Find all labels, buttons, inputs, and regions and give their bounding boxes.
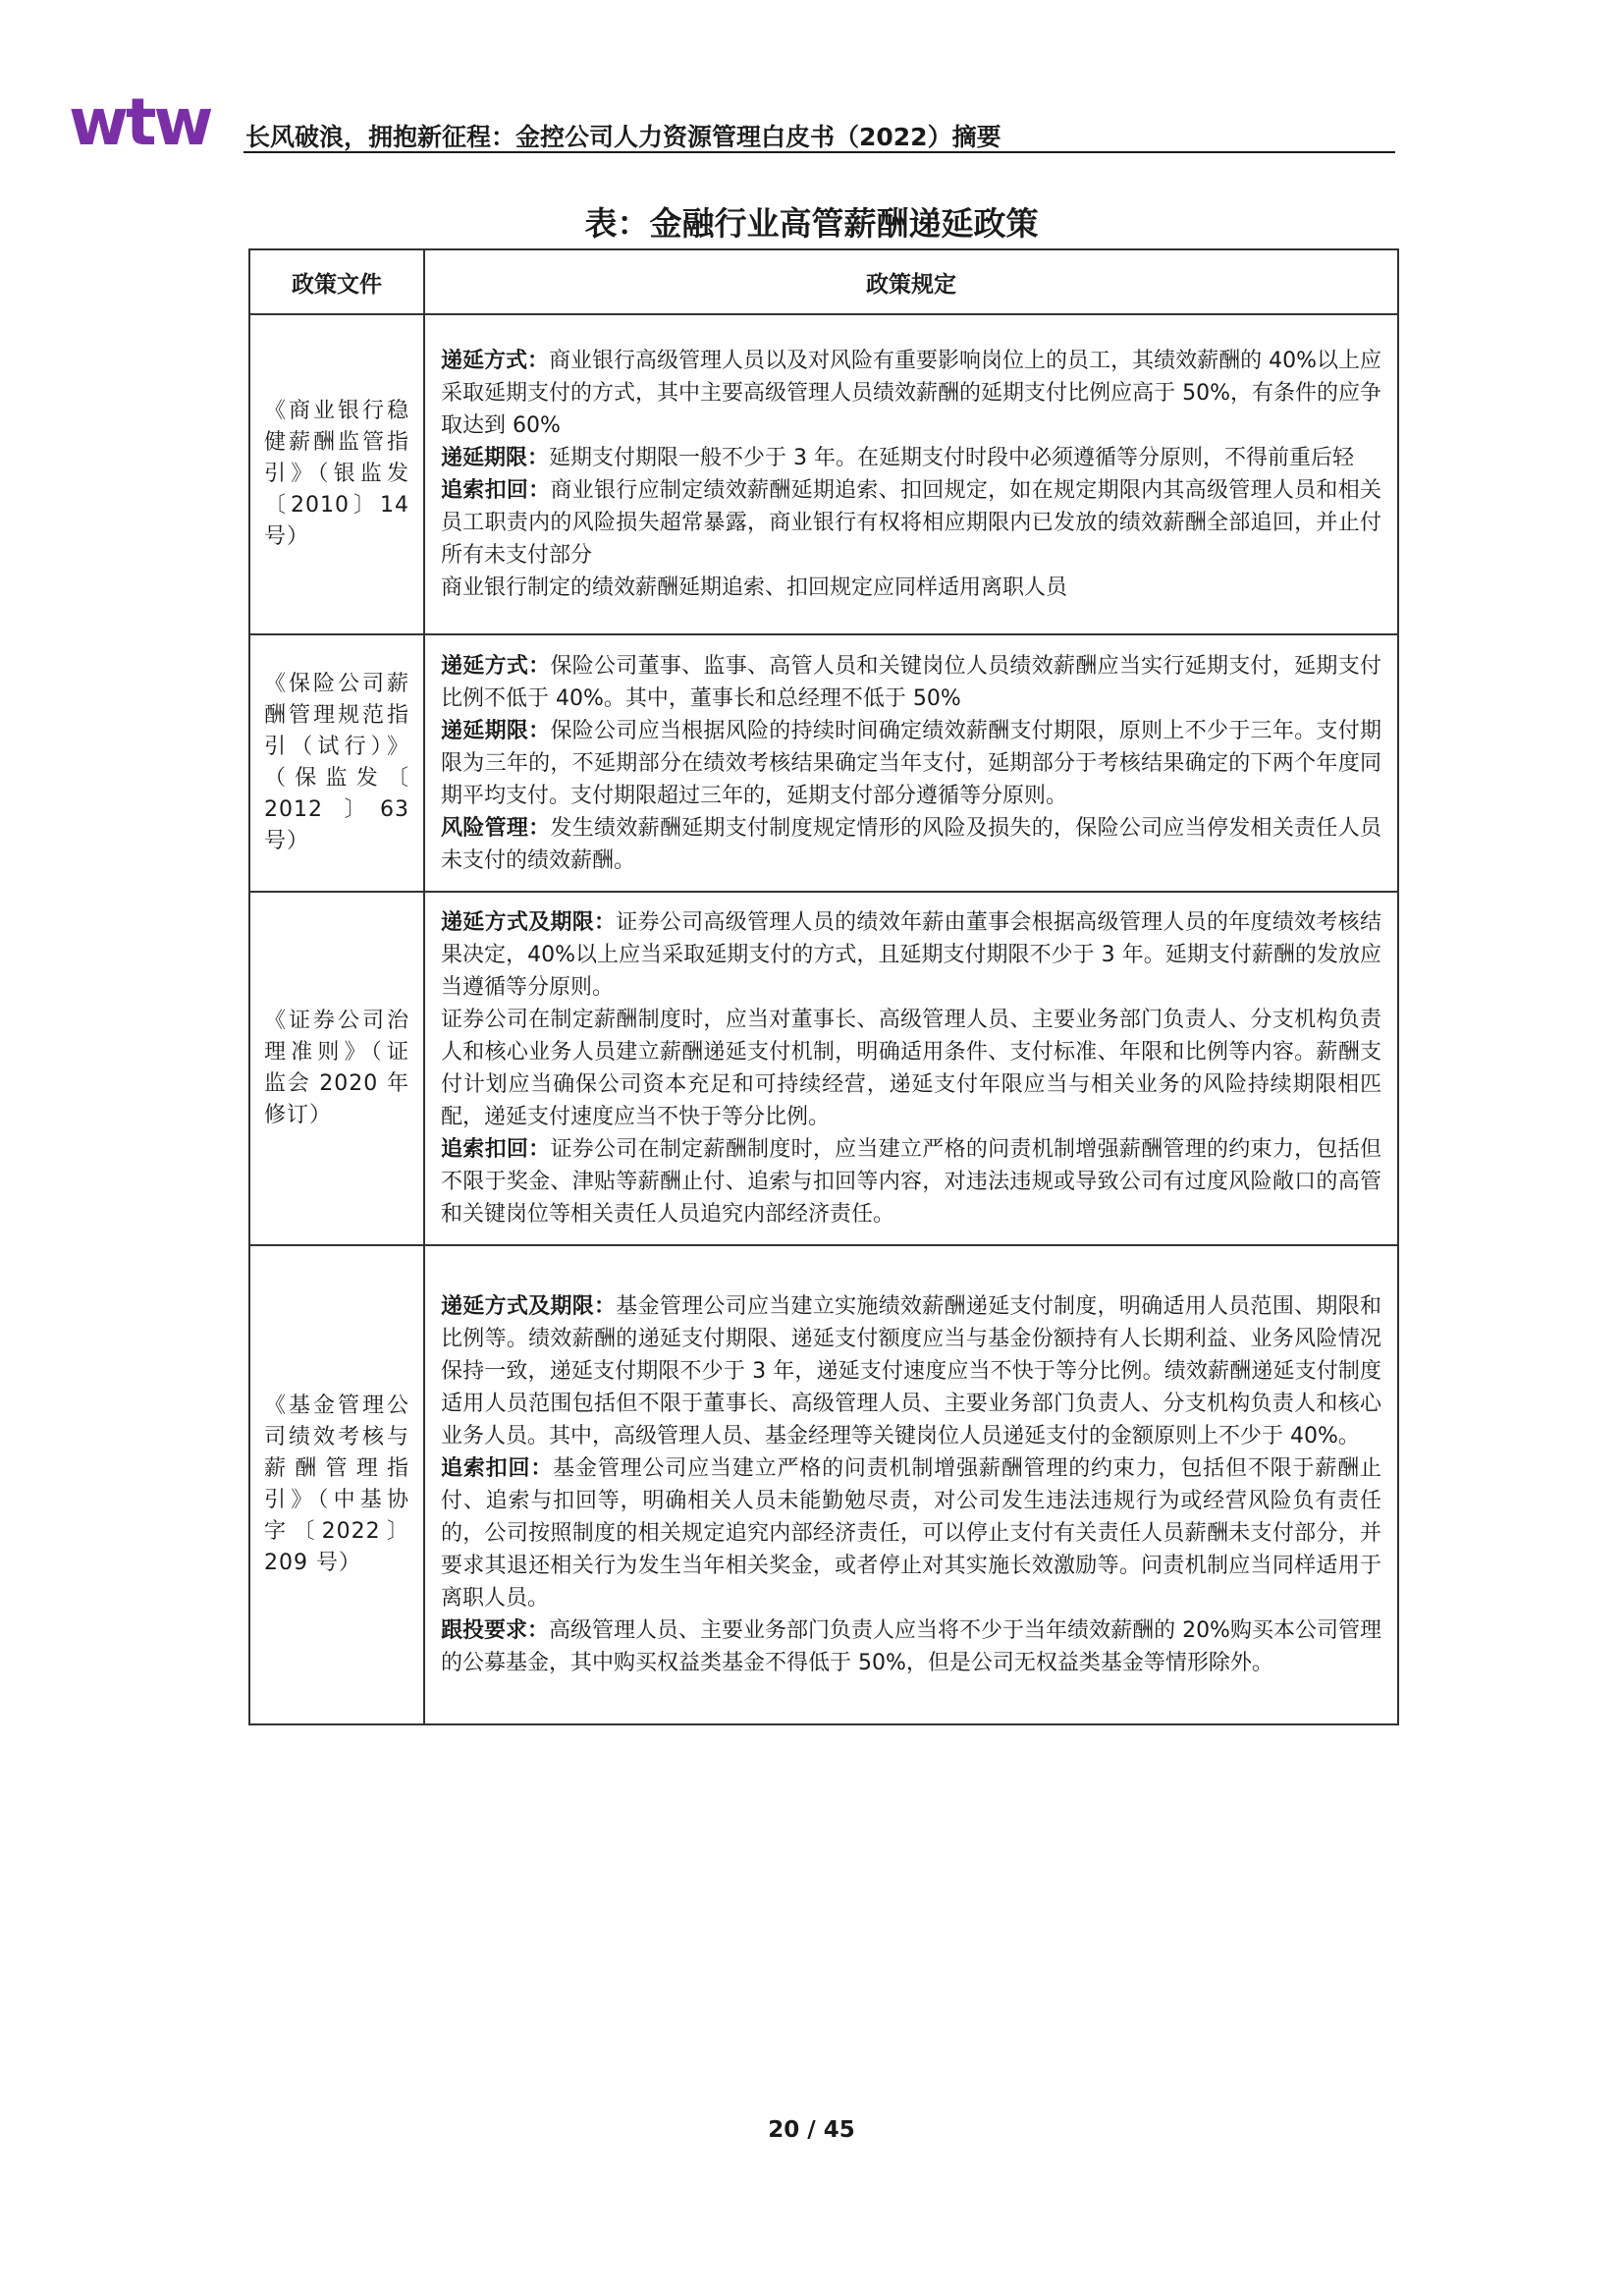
rule-label: 追索扣回：: [441, 477, 551, 503]
rule-paragraph: [441, 1290, 1381, 1452]
rule-text: 发生绩效薪酬延期支付制度规定情形的风险及损失的，保险公司应当停发相关责任人员未支付的绩效薪酬。: [441, 815, 1381, 873]
rule-paragraph: [441, 1133, 1381, 1230]
policy-table: [248, 248, 1399, 1725]
policy-rules-cell: [424, 634, 1398, 892]
rule-label: 递延方式及期限：: [441, 909, 617, 935]
rule-text: 商业银行应制定绩效薪酬延期追索、扣回规定，如在规定期限内其高级管理人员和相关员工职责内的风险损失超常暴露，商业银行有权将相应期限内已发放的绩效薪酬全部追回，并止付所有未支付部分: [441, 478, 1381, 568]
header-title: 长风破浪，拥抱新征程：金控公司人力资源管理白皮书（2022）摘要: [245, 123, 1001, 151]
policy-rules-cell: [424, 314, 1398, 634]
table-row: [249, 314, 1398, 634]
rule-paragraph: [441, 1452, 1381, 1614]
wtw-logo: wtw: [69, 84, 211, 160]
header-divider: [243, 151, 1395, 153]
table-title: 表：金融行业高管薪酬递延政策: [584, 204, 1039, 243]
rule-text: 高级管理人员、主要业务部门负责人应当将不少于当年绩效薪酬的 20%购买本公司管理的公募基金，其中购买权益类基金不得低于 50%，但是公司无权益类基金等情形除外。: [441, 1618, 1381, 1675]
rule-text: 证券公司在制定薪酬制度时，应当对董事长、高级管理人员、主要业务部门负责人、分支机构负责人和核心业务人员建立薪酬递延支付机制，明确适用条件、支付标准、年限和比例等内容。薪酬支付计划应当确保公司资本充足和可持续经营，递延支付年限应当与相关业务的风险持续期限相匹配，递延支付速度应当不快于等分比例。: [441, 1008, 1381, 1129]
table-row: [249, 634, 1398, 892]
rule-label: 递延方式：: [441, 652, 551, 679]
rule-text: 商业银行制定的绩效薪酬延期追索、扣回规定应同样适用离职人员: [441, 575, 1068, 600]
rule-label: 追索扣回：: [441, 1136, 551, 1162]
header-policy-document: 政策文件: [249, 249, 424, 314]
rule-text: 保险公司董事、监事、高管人员和关键岗位人员绩效薪酬应当实行延期支付，延期支付比例不低于 40%。其中，董事长和总经理不低于 50%: [441, 653, 1381, 711]
policy-rules-cell: [424, 1245, 1398, 1724]
rule-paragraph: [441, 345, 1381, 442]
rule-text: 基金管理公司应当建立实施绩效薪酬递延支付制度，明确适用人员范围、期限和比例等。绩效薪酬的递延支付期限、递延支付额度应当与基金份额持有人长期利益、业务风险情况保持一致，递延支付期限不少于 3 年，递延支付速度应当不快于等分比例。绩效薪酬递延支付制度适用人员范围包括但不限于董事长、高级管理人员、主要业务部门负责人、分支机构负责人和核心业务人员。其中，高级管理人员、基金经理等关键岗位人员递延支付的金额原则上不少于 40%。: [441, 1294, 1381, 1449]
rule-label: 递延方式及期限：: [441, 1293, 617, 1319]
rule-label: 递延期限：: [441, 717, 551, 743]
policy-document-cell: 《商业银行稳健薪酬监管指引》（银监发〔2010〕14 号）: [249, 314, 424, 634]
table-header-row: [249, 249, 1398, 314]
rule-paragraph: [441, 812, 1381, 877]
rule-text: 保险公司应当根据风险的持续时间确定绩效薪酬支付期限，原则上不少于三年。支付期限为三年的，不延期部分在绩效考核结果确定当年支付，延期部分于考核结果确定的下两个年度同期平均支付。支付期限超过三年的，延期支付部分遵循等分原则。: [441, 718, 1381, 808]
rule-paragraph: [441, 906, 1381, 1004]
policy-document-cell: 《保险公司薪酬管理规范指引（试行）》（保监发〔 2012 〕63 号）: [249, 634, 424, 892]
policy-document-cell: 《基金管理公司绩效考核与薪酬管理指引》（中基协字〔2022〕209 号）: [249, 1245, 424, 1724]
rule-text: 证券公司高级管理人员的绩效年薪由董事会根据高级管理人员的年度绩效考核结果决定，40%以上应当采取延期支付的方式，且延期支付期限不少于 3 年。延期支付薪酬的发放应当遵循等分原则。: [441, 910, 1381, 1000]
rule-label: 风险管理：: [441, 814, 551, 841]
header-policy-rules: 政策规定: [424, 249, 1398, 314]
rule-label: 递延期限：: [441, 445, 550, 470]
rule-label: 追索扣回：: [441, 1455, 554, 1481]
table-row: [249, 892, 1398, 1245]
rule-text: 证券公司在制定薪酬制度时，应当建立严格的问责机制增强薪酬管理的约束力，包括但不限于奖金、津贴等薪酬止付、追索与扣回等内容，对违法违规或导致公司有过度风险敞口的高管和关键岗位等相关责任人员追究内部经济责任。: [441, 1137, 1381, 1227]
rule-paragraph: [441, 1004, 1381, 1133]
rule-paragraph: [441, 1614, 1381, 1679]
page-number: 20 / 45: [768, 2117, 855, 2143]
rule-paragraph: [441, 474, 1381, 572]
rule-text: 延期支付期限一般不少于 3 年。在延期支付时段中必须遵循等分原则，不得前重后轻: [549, 446, 1355, 470]
rule-label: 跟投要求：: [441, 1617, 550, 1643]
rule-text: 基金管理公司应当建立严格的问责机制增强薪酬管理的约束力，包括但不限于薪酬止付、追索与扣回等，明确相关人员未能勤勉尽责，对公司发生违法违规行为或经营风险负有责任的，公司按照制度的相关规定追究内部经济责任，可以停止支付有关责任人员薪酬未支付部分，并要求其退还相关行为发生当年相关奖金，或者停止对其实施长效激励等。问责机制应当同样适用于离职人员。: [441, 1456, 1381, 1611]
rule-text: 商业银行高级管理人员以及对风险有重要影响岗位上的员工，其绩效薪酬的 40%以上应采取延期支付的方式，其中主要高级管理人员绩效薪酬的延期支付比例应高于 50%，有条件的应争取达到 60%: [441, 349, 1381, 438]
rule-paragraph: [441, 650, 1381, 715]
rule-paragraph: [441, 442, 1381, 474]
rule-paragraph: [441, 572, 1381, 604]
table-row: [249, 1245, 1398, 1724]
policy-document-cell: 《证券公司治理准则》（证监会 2020 年修订）: [249, 892, 424, 1245]
rule-label: 递延方式：: [441, 348, 550, 373]
policy-rules-cell: [424, 892, 1398, 1245]
rule-paragraph: [441, 715, 1381, 812]
